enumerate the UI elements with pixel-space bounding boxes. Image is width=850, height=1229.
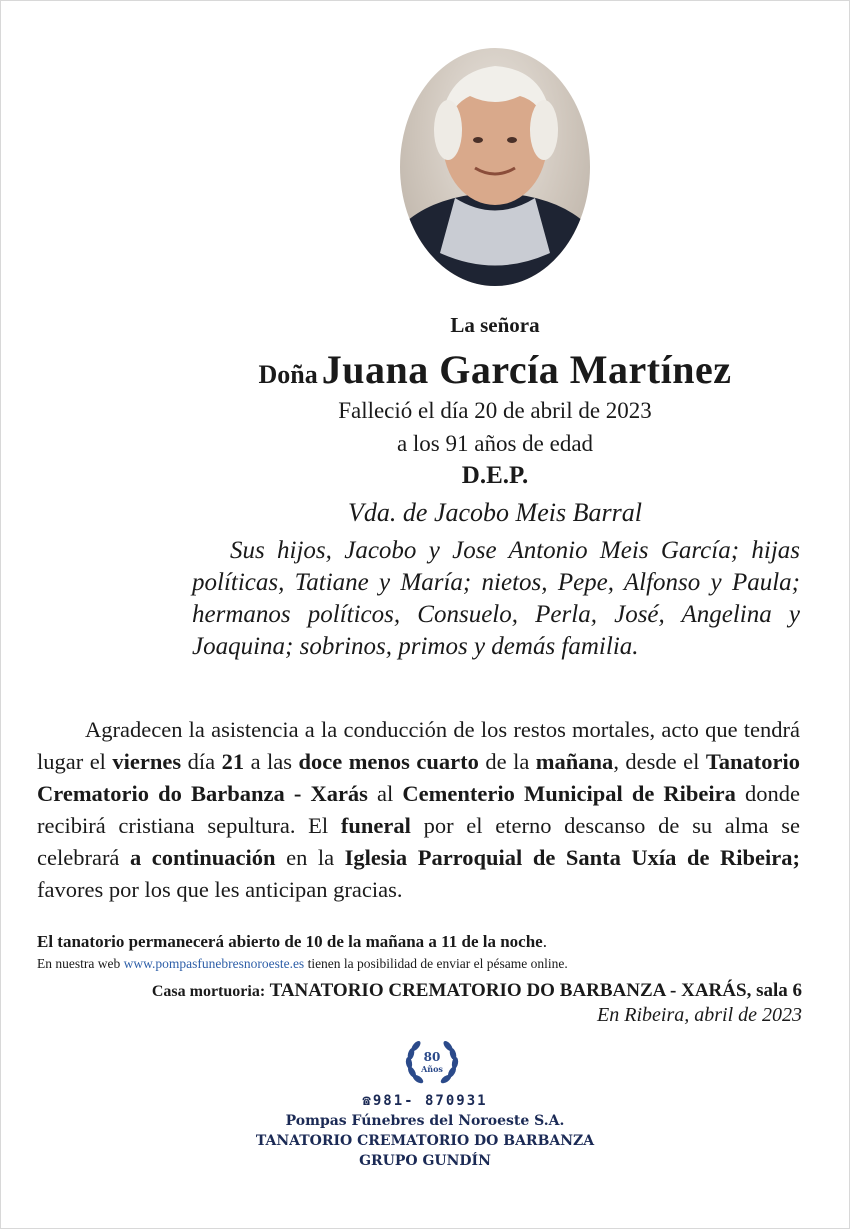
web-note: En nuestra web www.pompasfunebresnoroeste.es tienen la posibilidad de enviar el pésame online.: [37, 956, 568, 971]
origin-place: Tanatorio Crematorio do Barbanza - Xarás: [37, 749, 801, 806]
announcement-text: Agradecen la asistencia a la conducción de los restos mortales, acto que tendrá lugar el viernes día 21 a las doce menos cuarto de la mañana, desde el Tanatorio Crematorio do Barbanza - Xarás al Cementerio Municipal de Ribeira donde recibirá cristiana sepultura. El funeral por el eterno descanso de su alma se celebrará a continuación en la Iglesia Parroquial de Santa Uxía de Ribeira; favores por los que les anticipan gracias.: [37, 717, 801, 902]
age-at-death: a los 91 años de edad: [396, 431, 594, 456]
portrait-illustration: [400, 48, 590, 286]
funeral-time: a continuación: [129, 845, 276, 870]
widow-of: Vda. de Jacobo Meis Barral: [348, 498, 642, 527]
family-list: Sus hijos, Jacobo y Jose Antonio Meis García; hijas políticas, Tatiane y María; nietos, Pepe, Alfonso y Paula; hermanos políticos, Consuelo, Perla, José, Angelina y Joaquina; sobrinos, primos y demás familia.: [192, 537, 800, 660]
time: doce menos cuarto: [298, 749, 479, 774]
website-link[interactable]: www.pompasfunebresnoroeste.es: [123, 956, 305, 971]
laurel-icon: [403, 1034, 461, 1092]
mortuary-house: [152, 980, 802, 1002]
church: Iglesia Parroquial de Santa Uxía de Ribeira;: [344, 845, 801, 870]
phone-icon: ☎: [362, 1093, 373, 1109]
dep-label: D.E.P.: [461, 462, 529, 489]
day: viernes: [112, 749, 182, 774]
cemetery: Cementerio Municipal de Ribeira: [402, 781, 736, 806]
open-hours: El tanatorio permanecerá abierto de 10 de la mañana a 11 de la noche.: [37, 932, 547, 951]
phone-line: [0, 1093, 850, 1109]
company-name: Pompas Fúnebres del Noroeste S.A.: [285, 1113, 565, 1129]
funeral: funeral: [340, 813, 411, 838]
mortuary-label: Casa mortuoria:: [151, 983, 266, 1000]
intro-label: La señora: [450, 313, 540, 337]
deceased-portrait: [400, 48, 590, 286]
logo-number: 80: [423, 1050, 441, 1064]
date-number: 21: [221, 749, 245, 774]
place-date: En Ribeira, abril de 2023: [597, 1004, 802, 1026]
name-full: Juana García Martínez: [321, 347, 732, 392]
logo-word: Años: [421, 1064, 443, 1074]
anniversary-logo: [403, 1034, 461, 1092]
period: mañana: [535, 749, 614, 774]
death-date: Falleció el día 20 de abril de 2023: [338, 398, 652, 423]
name-prefix: Doña: [258, 360, 318, 389]
mortuary-value: TANATORIO CREMATORIO DO BARBANZA - XARÁS, sala 6: [269, 980, 802, 1001]
phone-number: 981- 870931: [372, 1093, 488, 1109]
company-tanatorio: TANATORIO CREMATORIO DO BARBANZA: [255, 1133, 595, 1149]
deceased-name: [70, 346, 850, 393]
company-group: GRUPO GUNDÍN: [359, 1153, 491, 1169]
